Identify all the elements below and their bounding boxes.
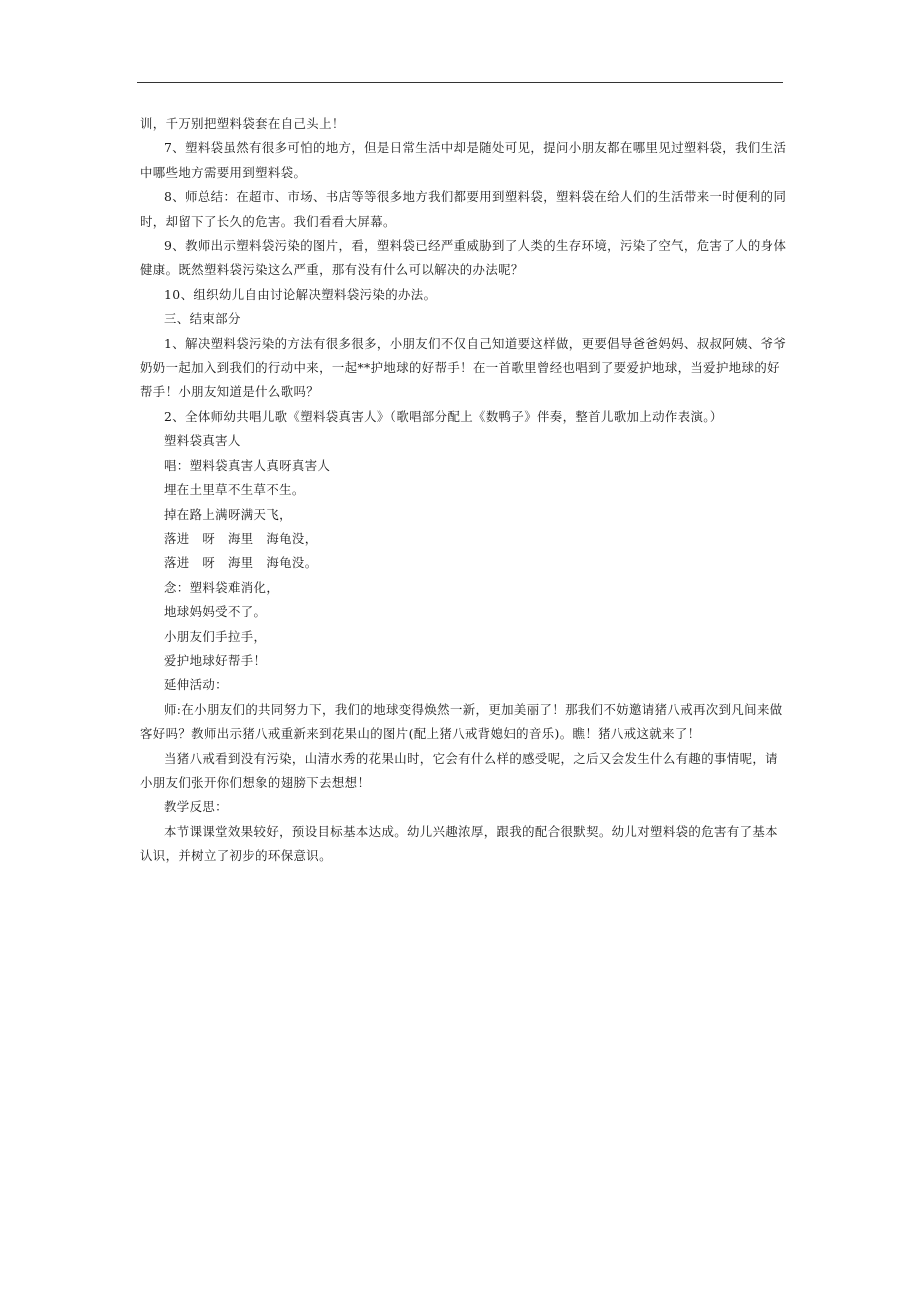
song-line: 唱：塑料袋真害人真呀真害人 (164, 457, 331, 473)
paragraph-step-7: 7、塑料袋虽然有很多可怕的地方，但是日常生活中却是随处可见，提问小朋友都在哪里见过塑料袋，我们生活中哪些地方需要用到塑料袋。 (140, 140, 787, 180)
section-heading-ending: 三、结束部分 (164, 311, 241, 327)
paragraph-continuation: 训，千万别把塑料袋套在自己头上！ (140, 116, 345, 131)
song-line: 落进 呀 海里 海龟没， (164, 530, 318, 546)
header-rule (137, 82, 783, 83)
song-line: 掉在路上满呀满天飞， (164, 506, 292, 522)
paragraph-step-9: 9、教师出示塑料袋污染的图片，看，塑料袋已经严重威胁到了人类的生存环境，污染了空气，危害了人的身体健康。既然塑料袋污染这么严重，那有没有什么可以解决的办法呢？ (140, 238, 787, 278)
song-line: 地球妈妈受不了。 (164, 604, 267, 620)
paragraph-ending-1: 1、解决塑料袋污染的方法有很多很多，小朋友们不仅自己知道要这样做，更要倡导爸爸妈妈、叔叔阿姨、爷爷奶奶一起加入到我们的行动中来，一起**护地球的好帮手！在一首歌里曾经也唱到了要爱护地球，当爱护地球的好帮手！小朋友知道是什么歌吗？ (140, 335, 787, 400)
section-heading-extension: 延伸活动： (164, 677, 228, 693)
paragraph-reflection: 本节课课堂效果较好，预设目标基本达成。幼儿兴趣浓厚，跟我的配合很默契。幼儿对塑料袋的危害有了基本认识，并树立了初步的环保意识。 (140, 823, 778, 864)
song-line: 落进 呀 海里 海龟没。 (164, 555, 318, 571)
song-line: 爱护地球好帮手！ (164, 652, 267, 668)
document-body (140, 112, 788, 869)
song-line: 小朋友们手拉手， (164, 628, 267, 644)
paragraph-extension-1: 师:在小朋友们的共同努力下，我们的地球变得焕然一新，更加美丽了！那我们不妨邀请猪八戒再次到凡间来做客好吗？教师出示猪八戒重新来到花果山的图片(配上猪八戒背媳妇的音乐)。瞧！猪八戒这就来了！ (140, 701, 783, 742)
paragraph-step-10: 10、组织幼儿自由讨论解决塑料袋污染的办法。 (164, 286, 437, 302)
song-title: 塑料袋真害人 (164, 433, 241, 449)
paragraph-step-8: 8、师总结：在超市、市场、书店等等很多地方我们都要用到塑料袋，塑料袋在给人们的生活带来一时便利的同时，却留下了长久的危害。我们看看大屏幕。 (140, 189, 787, 229)
section-heading-reflection: 教学反思： (164, 799, 228, 815)
paragraph-extension-2: 当猪八戒看到没有污染，山清水秀的花果山时，它会有什么样的感受呢，之后又会发生什么有趣的事情呢，请小朋友们张开你们想象的翅膀下去想想！ (140, 750, 778, 790)
song-line: 念：塑料袋难消化， (164, 579, 280, 595)
paragraph-ending-2: 2、全体师幼共唱儿歌《塑料袋真害人》（歌唱部分配上《数鸭子》伴奏，整首儿歌加上动作表演。） (164, 408, 723, 424)
song-line: 埋在土里草不生草不生。 (164, 482, 305, 498)
